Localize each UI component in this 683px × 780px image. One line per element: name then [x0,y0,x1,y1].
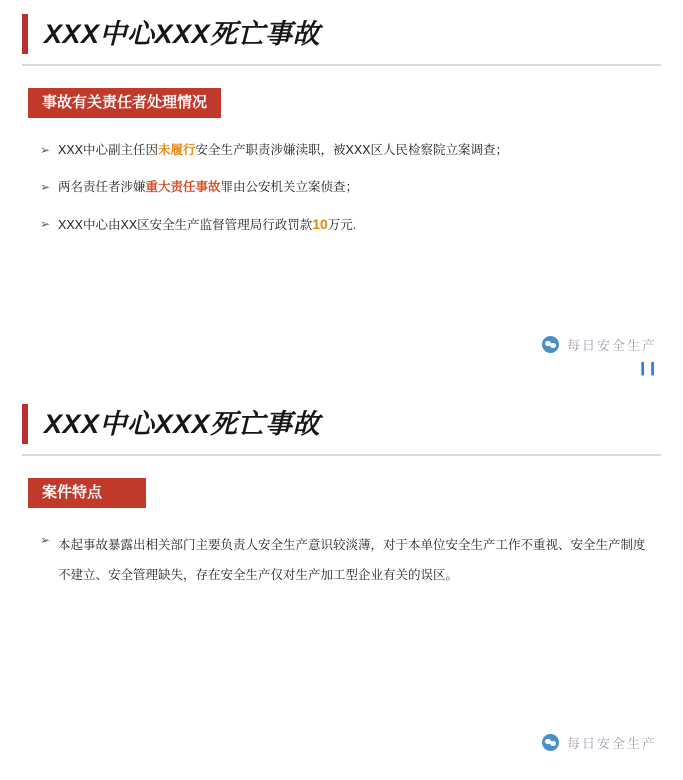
section-heading: 案件特点 [28,478,146,508]
slide-1-title-row [0,0,683,54]
watermark [542,733,657,752]
watermark-text: 每日安全生产 [566,338,657,353]
arrow-bullet-icon: ➢ [40,143,51,157]
slide-1-bullet-list [0,140,683,235]
section-heading: 事故有关责任者处理情况 [28,88,221,118]
wechat-logo-icon [542,336,559,353]
amount-value: 10 [312,216,328,232]
list-item-text [58,177,649,197]
list-item [40,140,649,160]
title-accent-bar [22,14,28,54]
page-title: XXX中心XXX死亡事故 [44,19,321,49]
wechat-logo-icon [542,734,559,751]
list-item [40,530,649,590]
text-segment: 安全生产职责涉嫌渎职，被XXX区人民检察院立案调查； [195,143,509,157]
slide-2-bullet-list [0,530,683,590]
text-segment: XXX中心副主任因 [58,143,159,157]
title-divider [22,454,661,456]
slide-2 [0,390,683,780]
list-item-text [58,214,649,235]
arrow-bullet-icon: ➢ [40,217,51,231]
title-divider [22,64,661,66]
list-item [40,214,649,235]
highlight-segment: 重大责任事故 [145,180,221,194]
highlight-segment: 未履行 [158,143,196,157]
slide-2-title-row [0,390,683,444]
arrow-bullet-icon: ➢ [40,533,51,547]
page-title: XXX中心XXX死亡事故 [44,409,321,439]
page-separator [0,382,683,390]
pause-icon: ❙❙ [637,360,657,375]
text-segment: XXX中心由XX区安全生产监督管理局行政罚款 [58,218,313,232]
text-segment: 两名责任者涉嫌 [58,180,146,194]
list-item [40,177,649,197]
list-item-text [58,140,649,160]
slide-1 [0,0,683,382]
list-item-text: 本起事故暴露出相关部门主要负责人安全生产意识较淡薄，对于本单位安全生产工作不重视、安全生产制度不建立、安全管理缺失，存在安全生产仅对生产加工型企业有关的误区。 [58,538,646,582]
arrow-bullet-icon: ➢ [40,180,51,194]
title-accent-bar [22,404,28,444]
text-segment: 万元. [327,218,357,232]
watermark-text: 每日安全生产 [566,736,657,751]
text-segment: 罪由公安机关立案侦查； [220,180,359,194]
watermark [542,335,657,354]
